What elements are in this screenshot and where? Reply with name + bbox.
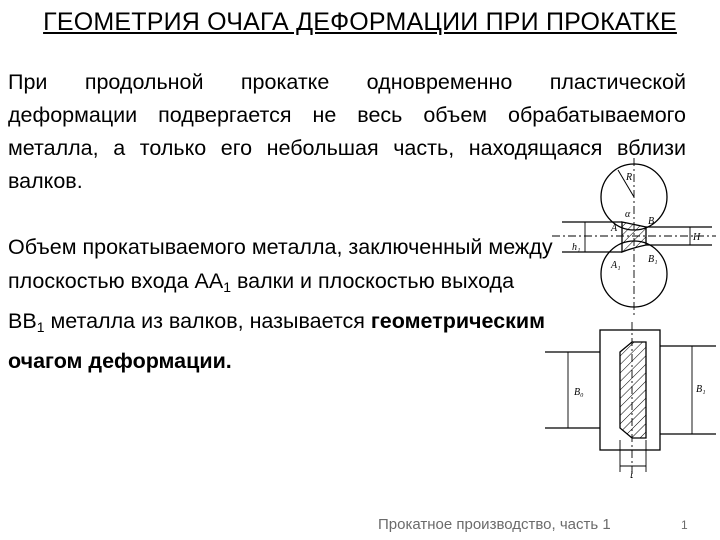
page-number: 1 bbox=[681, 518, 688, 532]
slide-title: ГЕОМЕТРИЯ ОЧАГА ДЕФОРМАЦИИ ПРИ ПРОКАТКЕ bbox=[43, 8, 677, 36]
label-b1: B₁ bbox=[648, 254, 658, 265]
label-b: B bbox=[648, 216, 655, 227]
label-length: l bbox=[630, 470, 633, 481]
definition-text-b: валки и плоскостью выхода BB bbox=[8, 269, 515, 333]
subscript-b1: 1 bbox=[36, 319, 45, 335]
definition-text-a: Объем прокатываемого металла, заключенный между плоскостью входа AA bbox=[8, 235, 553, 293]
label-h1: h₁ bbox=[572, 242, 581, 253]
side-view bbox=[552, 158, 716, 318]
definition-text-c: металла из валков, называется bbox=[44, 309, 371, 333]
label-a1: A₁ bbox=[611, 260, 621, 271]
definition-term: геометрическим очагом деформации. bbox=[8, 309, 546, 373]
footer-text: Прокатное производство, часть 1 bbox=[378, 516, 611, 533]
label-radius: R bbox=[626, 172, 633, 183]
label-a: A bbox=[611, 223, 618, 234]
label-b1-side: B₁ bbox=[696, 384, 706, 395]
paragraph-intro: При продольной прокатке одновременно пластической деформации подвергается не весь объем обрабатываемого металла, а только его небольшая часть, находящаяся вблизи валков. bbox=[8, 70, 686, 193]
deformation-zone bbox=[622, 222, 646, 252]
label-h: H bbox=[693, 232, 701, 243]
label-alpha: α bbox=[625, 209, 631, 220]
deformation-zone-top bbox=[620, 342, 646, 438]
label-b0-side: B₀ bbox=[574, 387, 584, 398]
subscript-a1: 1 bbox=[223, 279, 232, 295]
top-view bbox=[545, 322, 716, 478]
